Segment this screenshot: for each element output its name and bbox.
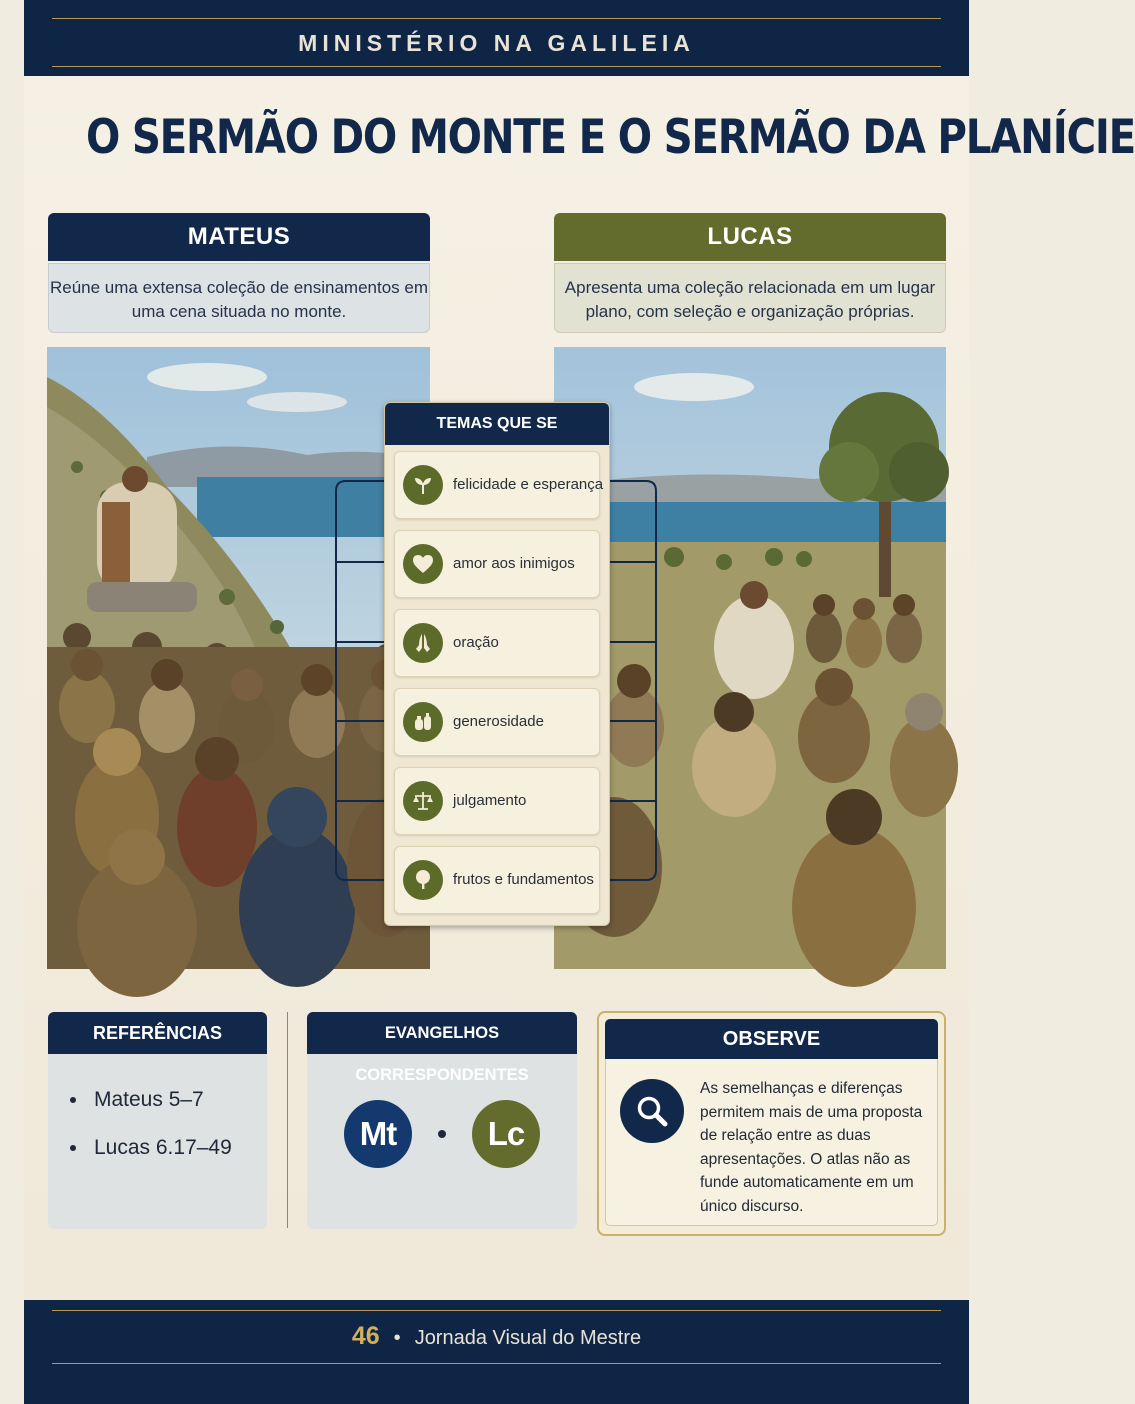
matthew-badge: Mt [344,1100,412,1168]
footer-band [24,1300,969,1404]
bullet-dot [70,1097,76,1103]
theme-label: felicidade e esperança [453,476,604,493]
header-rule-top [52,18,941,19]
list-item [70,1088,267,1112]
scales-icon [403,781,443,821]
footer-line [24,1322,969,1351]
reference-text: Mateus 5–7 [94,1088,204,1111]
theme-item [394,530,600,598]
observe-body [605,1059,938,1226]
references-heading: REFERÊNCIAS [48,1012,267,1054]
theme-item [394,688,600,756]
theme-item [394,767,600,835]
reference-text: Lucas 6.17–49 [94,1136,232,1159]
themes-heading: TEMAS QUE SE [385,403,609,445]
matthew-description: Reúne uma extensa coleção de ensinamentos em uma cena situada no monte. [48,263,430,333]
theme-item [394,451,604,519]
theme-item [394,846,600,914]
observe-box [597,1011,946,1236]
references-box [48,1012,267,1229]
references-list [48,1054,267,1160]
gospels-box [307,1012,577,1229]
praying-hands-icon [403,623,443,663]
footer-rule-top [52,1310,941,1311]
footer-rule-bottom [52,1363,941,1364]
page-number: 46 [351,1322,380,1350]
matthew-heading: MATEUS [48,213,430,261]
observe-heading: OBSERVE [605,1019,938,1059]
bullet-dot [70,1145,76,1151]
theme-label: amor aos inimigos [453,555,575,572]
divider [287,1012,288,1228]
footer-separator: • [393,1327,401,1349]
list-item [70,1136,267,1160]
header-band [24,0,969,76]
theme-label: julgamento [453,792,527,809]
theme-item [394,609,600,677]
plain-scene-illustration [554,347,946,969]
magnifier-icon [620,1079,684,1143]
luke-badge: Lc [472,1100,540,1168]
section-label: MINISTÉRIO NA GALILEIA [298,30,695,56]
tree-icon [403,860,443,900]
theme-label: oração [453,634,499,651]
sprout-icon [403,465,443,505]
separator-dot [438,1130,446,1138]
gospel-badges [307,1100,577,1168]
mountain-scene-illustration [47,347,430,969]
book-title: Jornada Visual do Mestre [414,1327,642,1349]
luke-heading: LUCAS [554,213,946,261]
theme-label: generosidade [453,713,544,730]
jars-icon [403,702,443,742]
observe-text: As semelhanças e diferenças permitem mais de uma proposta de relação entre as duas apresentações. O atlas não as funde automaticamente em um único discurso. [700,1080,923,1215]
heart-icon [403,544,443,584]
gospels-heading: EVANGELHOS CORRESPONDENTES [307,1012,577,1054]
page-title: O SERMÃO DO MONTE E O SERMÃO DA PLANÍCIE [86,110,1135,165]
shared-themes-panel [384,402,610,926]
header-rule-bottom [52,66,941,67]
luke-description: Apresenta uma coleção relacionada em um lugar plano, com seleção e organização próprias. [554,263,946,333]
theme-label: frutos e fundamentos [453,871,594,888]
